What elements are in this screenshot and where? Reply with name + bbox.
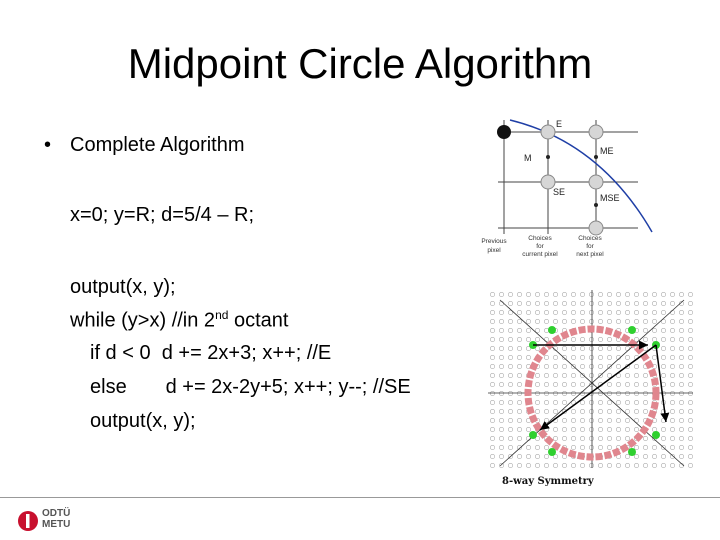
bullet-dot-icon: • — [44, 134, 52, 156]
label-m: M — [524, 153, 532, 163]
slide-title: Midpoint Circle Algorithm — [127, 40, 593, 87]
caption-current-1: Choices — [528, 235, 552, 242]
metu-logo-text — [42, 508, 70, 530]
bullet-item — [44, 134, 245, 157]
pixel-grid — [498, 120, 638, 234]
caption-current-3: current pixel — [522, 251, 558, 258]
code-else: else d += 2x-2y+5; x++; y--; //SE — [90, 376, 411, 398]
pixel-e-dot — [541, 125, 555, 139]
logo-line-1: ODTÜ — [42, 508, 71, 519]
pixel-next-e-dot — [589, 125, 603, 139]
midpoint-me-dot — [594, 155, 598, 159]
caption-previous-1: Previous — [481, 238, 507, 245]
label-me: ME — [600, 146, 614, 156]
code-if: if d < 0 d += 2x+3; x++; //E — [90, 342, 332, 364]
caption-current-2: for — [536, 243, 544, 250]
eight-way-symmetry-diagram — [488, 290, 693, 490]
code-while — [70, 308, 288, 333]
caption-previous-2: pixel — [487, 247, 501, 254]
footer-divider — [0, 497, 720, 498]
midpoint-mse-dot — [594, 203, 598, 207]
label-se: SE — [553, 187, 566, 197]
caption-next-3: next pixel — [576, 251, 604, 258]
previous-pixel-dot — [497, 125, 511, 139]
code-output-2: output(x, y); — [90, 410, 196, 432]
caption-next-1: Choices — [578, 235, 602, 242]
code-init: x=0; y=R; d=5/4 – R; — [70, 204, 254, 226]
label-mse: MSE — [600, 193, 620, 203]
code-while-sup: nd — [215, 308, 229, 322]
midpoint-m-dot — [546, 155, 550, 159]
midpoint-decision-diagram — [470, 112, 670, 264]
code-output-1: output(x, y); — [70, 276, 176, 298]
logo-line-2: METU — [42, 519, 71, 530]
circle-arc — [510, 120, 652, 232]
pixel-next-sse-dot — [589, 221, 603, 235]
symmetry-caption: 8-way Symmetry — [502, 476, 594, 487]
bullet-text: Complete Algorithm — [70, 134, 245, 156]
code-while-pre: while (y>x) //in 2 — [70, 309, 216, 332]
label-e: E — [556, 119, 563, 129]
pixel-next-se-dot — [589, 175, 603, 189]
caption-next-2: for — [586, 243, 594, 250]
code-while-post: octant — [228, 309, 289, 332]
